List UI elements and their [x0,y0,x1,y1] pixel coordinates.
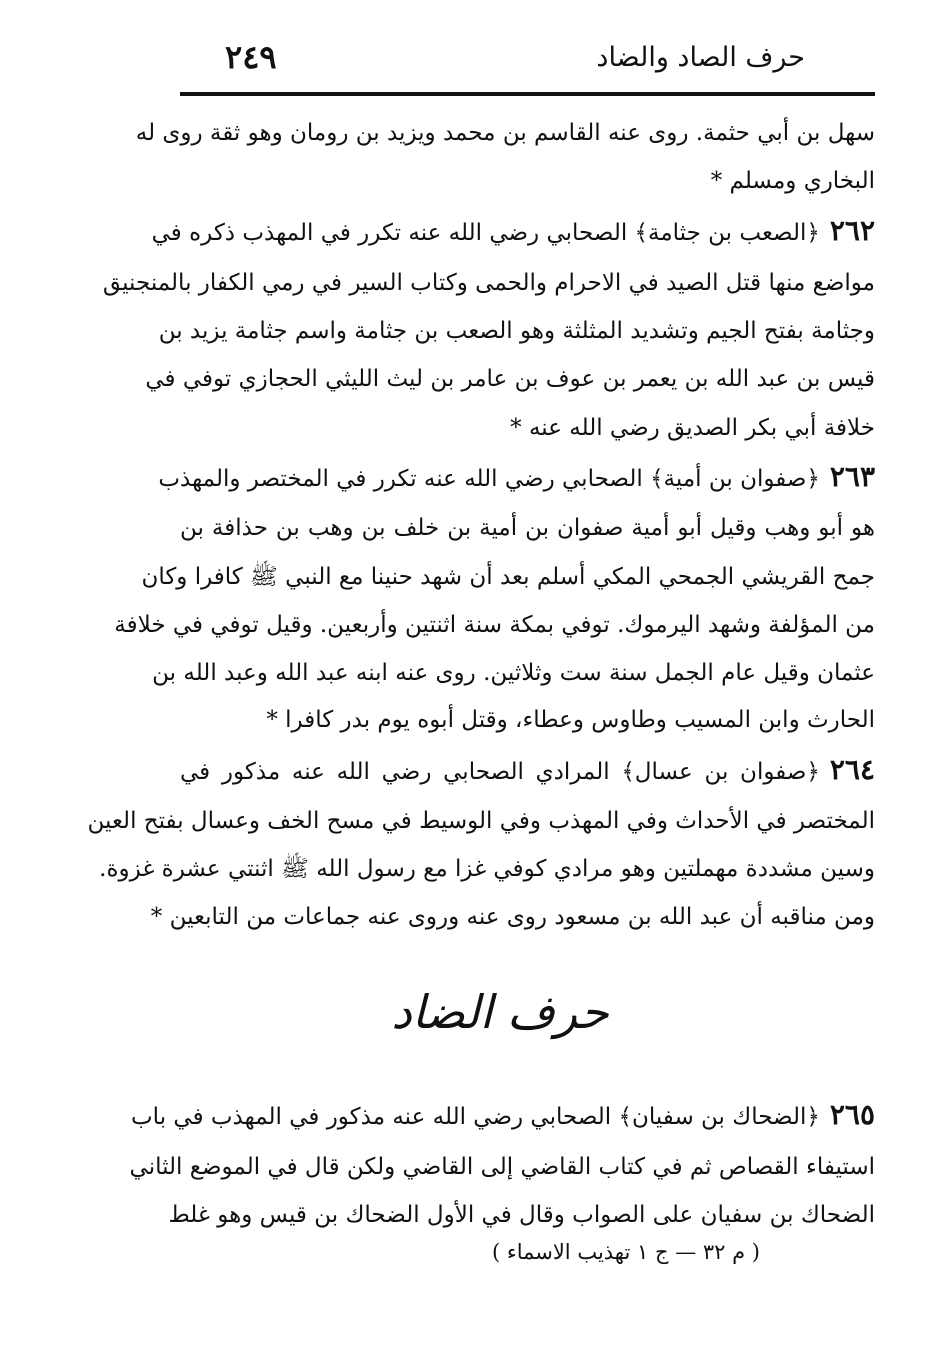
text-line: قيس بن عبد الله بن يعمر بن عوف بن عامر بن ليث الليثي الحجازي توفي في [145,366,875,392]
entry-number: ٢٦٢ [829,214,875,247]
section-heading: حرف الضاد [391,985,609,1039]
text-line: عثمان وقيل عام الجمل سنة ست وثلاثين. روى عنه ابنه عبد الله وعبد الله بن [152,660,875,686]
text-line: الضحاك بن سفيان على الصواب وقال في الأول الضحاك بن قيس وهو غلط [168,1202,875,1228]
text-line: الحارث وابن المسيب وطاوس وعطاء، وقتل أبوه يوم بدر كافرا * [266,707,875,733]
page-header [225,38,805,88]
text-line: هو أبو وهب وقيل أبو أمية صفوان بن أمية بن خلف بن وهب بن حذافة بن [180,515,875,541]
entry-heading-text: ﴿صفوان بن أمية﴾ الصحابي رضي الله عنه تكرر في المختصر والمهذب [158,466,820,492]
entry-number: ٢٦٤ [829,753,875,786]
text-line: وجثامة بفتح الجيم وتشديد المثلثة وهو الصعب بن جثامة واسم جثامة يزيد بن [158,318,875,344]
entry-first-line [131,1095,875,1135]
entry-first-line [151,211,875,251]
text-line: استيفاء القصاص ثم في كتاب القاضي إلى القاضي ولكن قال في الموضع الثاني [129,1154,875,1180]
text-line: سهل بن أبي حثمة. روى عنه القاسم بن محمد ويزيد بن رومان وهو ثقة روى له [135,120,875,146]
entry-number: ٢٦٥ [829,1098,875,1131]
entry-number: ٢٦٣ [829,460,875,493]
text-line: من المؤلفة وشهد اليرموك. توفي بمكة سنة اثنتين وأربعين. وقيل توفي في خلافة [114,612,875,638]
text-line: خلافة أبي بكر الصديق رضي الله عنه * [510,415,875,441]
text-line: مواضع منها قتل الصيد في الاحرام والحمى وكتاب السير في رمي الكفار بالمنجنيق [102,270,875,296]
text-line: وسين مشددة مهملتين وهو مرادي كوفي غزا مع رسول الله ﷺ اثنتي عشرة غزوة. [99,856,875,882]
entry-first-line [158,457,875,497]
running-title: حرف الصاد والضاد [596,42,805,73]
entry-first-line [180,750,875,790]
entry-heading-text: ﴿الصعب بن جثامة﴾ الصحابي رضي الله عنه تكرر في المهذب ذكره في [151,220,820,246]
signature-footnote: ( م ٣٢ — ج ١ تهذيب الاسماء ) [491,1240,760,1264]
header-rule [180,92,875,96]
text-line: البخاري ومسلم * [710,168,875,194]
text-line: جمح القريشي الجمحي المكي أسلم بعد أن شهد حنينا مع النبي ﷺ كافرا وكان [141,564,875,590]
text-line: ومن مناقبه أن عبد الله بن مسعود روى عنه وروى عنه جماعات من التابعين * [150,904,875,930]
entry-heading-text: ﴿الضحاك بن سفيان﴾ الصحابي رضي الله عنه مذكور في المهذب في باب [131,1104,820,1130]
entry-heading-text: ﴿صفوان بن عسال﴾ المرادي الصحابي رضي الله عنه مذكور في [180,759,820,785]
page-number: ٢٤٩ [225,38,277,76]
text-line: المختصر في الأحداث وفي المهذب وفي الوسيط في مسح الخف وعسال بفتح العين [87,808,875,834]
